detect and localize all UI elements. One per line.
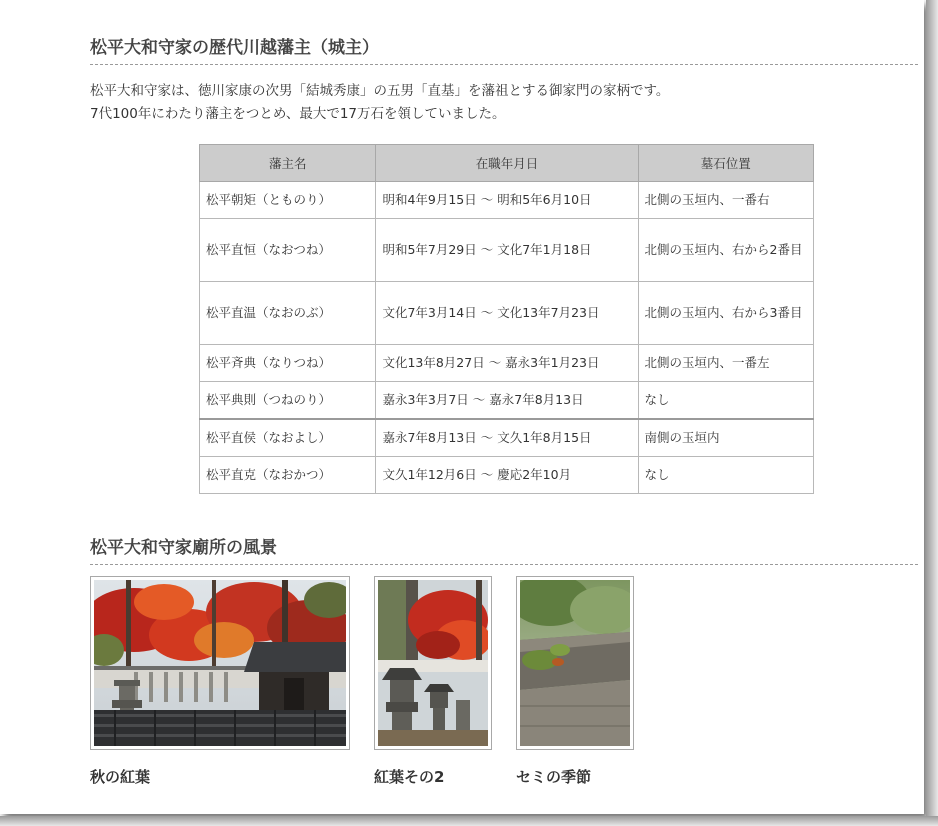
table-row [200,345,814,382]
tenure-cell: 文久1年12月6日 ～ 慶応2年10月 [376,457,638,494]
grave-location-cell: 北側の玉垣内、右から3番目 [638,282,813,345]
table-row [200,182,814,219]
lord-name-cell: 松平典則（つねのり） [200,382,376,420]
table-row [200,219,814,282]
section-title-lords: 松平大和守家の歴代川越藩主（城主） [90,38,918,65]
lord-name-cell: 松平朝矩（とものり） [200,182,376,219]
tenure-cell: 文化7年3月14日 ～ 文化13年7月23日 [376,282,638,345]
intro-line-2: 7代100年にわたり藩主をつとめ、最大で17万石を領していました。 [90,106,506,122]
gallery-caption-maple-2: 紅葉その2 [374,768,445,786]
page-edge-bottom [0,816,938,826]
photo-maple-2-illustration [378,580,488,746]
tenure-cell: 嘉永3年3月7日 ～ 嘉永7年8月13日 [376,382,638,420]
photo-autumn-leaves-illustration [94,580,346,746]
tenure-cell: 明和5年7月29日 ～ 文化7年1月18日 [376,219,638,282]
table-row [200,282,814,345]
grave-location-cell: 北側の玉垣内、右から2番目 [638,219,813,282]
photo-maple-2 [378,580,488,746]
table-row [200,419,814,457]
table-header-row [200,145,814,182]
header-grave-location: 墓石位置 [638,145,813,182]
gallery-thumbnail-autumn-leaves[interactable] [90,576,350,750]
gallery-caption-cicada-season: セミの季節 [516,768,592,786]
grave-location-cell: なし [638,382,813,420]
tenure-cell: 明和4年9月15日 ～ 明和5年6月10日 [376,182,638,219]
photo-cicada-season-illustration [520,580,630,746]
lords-table [199,144,814,494]
lord-name-cell: 松平直侯（なおよし） [200,419,376,457]
header-tenure: 在職年月日 [376,145,638,182]
intro-text [90,80,910,126]
intro-line-1: 松平大和守家は、徳川家康の次男「結城秀康」の五男「直基」を藩祖とする御家門の家柄です。 [90,83,670,99]
table-row [200,382,814,420]
gallery-caption-autumn-leaves: 秋の紅葉 [90,768,151,786]
gallery-thumbnail-cicada-season[interactable] [516,576,634,750]
table-row [200,457,814,494]
section-title-scenery: 松平大和守家廟所の風景 [90,538,918,565]
tenure-cell: 嘉永7年8月13日 ～ 文久1年8月15日 [376,419,638,457]
photo-autumn-leaves [94,580,346,746]
grave-location-cell: 北側の玉垣内、一番右 [638,182,813,219]
grave-location-cell: 北側の玉垣内、一番左 [638,345,813,382]
header-lord-name: 藩主名 [200,145,376,182]
lord-name-cell: 松平斉典（なりつね） [200,345,376,382]
grave-location-cell: 南側の玉垣内 [638,419,813,457]
gallery-thumbnail-maple-2[interactable] [374,576,492,750]
tenure-cell: 文化13年8月27日 ～ 嘉永3年1月23日 [376,345,638,382]
lord-name-cell: 松平直温（なおのぶ） [200,282,376,345]
photo-cicada-season [520,580,630,746]
page-edge-right [926,0,938,826]
grave-location-cell: なし [638,457,813,494]
lord-name-cell: 松平直克（なおかつ） [200,457,376,494]
lord-name-cell: 松平直恒（なおつね） [200,219,376,282]
